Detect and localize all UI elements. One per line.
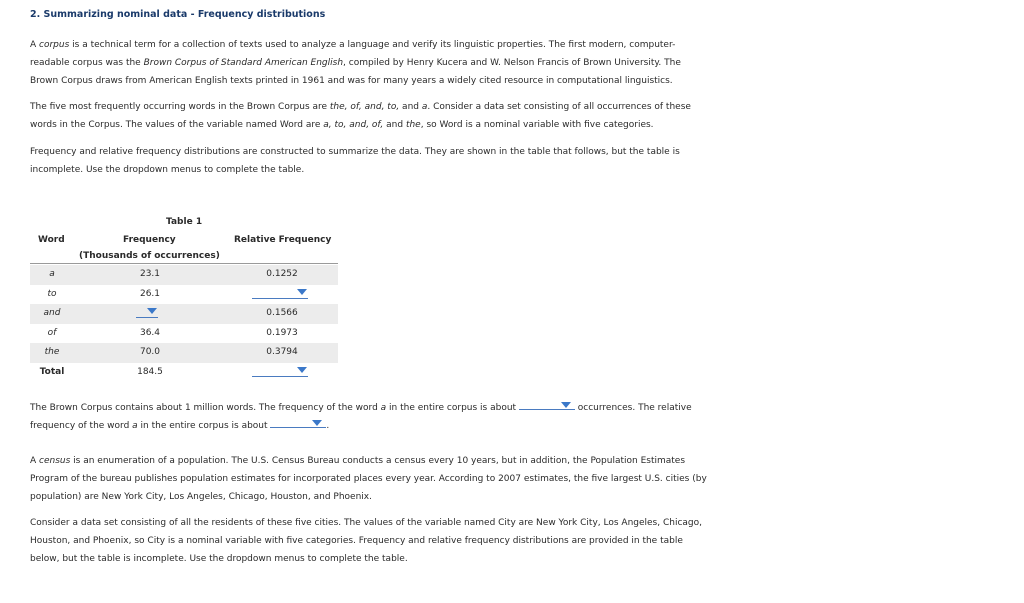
table-row-total — [30, 363, 338, 383]
cell-word: to — [47, 288, 57, 299]
cell-word: a — [49, 269, 55, 279]
table-row — [30, 343, 338, 363]
cell-relative-frequency: 0.1566 — [266, 308, 298, 318]
column-header-word: Word — [38, 235, 65, 245]
dropdown-caret-icon — [561, 402, 571, 408]
table-row — [30, 285, 338, 305]
paragraph-corpus-frequency: The Brown Corpus contains about 1 million words. The frequency of the word a in the entire corpus is about occurrences. The relative frequency of the word a in the entire corpus is about . — [30, 399, 710, 435]
table-caption: Table 1 — [166, 217, 203, 227]
relative-frequency-to-dropdown[interactable] — [252, 288, 308, 299]
cell-word: and — [43, 308, 61, 318]
question-heading: 2. Summarizing nominal data - Frequency distributions — [30, 9, 326, 20]
cell-relative-frequency: 0.3794 — [266, 347, 298, 357]
frequency-a-occurrences-dropdown[interactable] — [519, 400, 575, 410]
cell-frequency: 70.0 — [139, 347, 161, 357]
column-header-frequency-unit: (Thousands of occurrences) — [79, 251, 220, 261]
cell-word: Total — [39, 366, 65, 377]
cell-relative-frequency: 0.1252 — [266, 269, 298, 279]
table-row — [30, 324, 338, 344]
cell-word: of — [47, 327, 57, 338]
dropdown-caret-icon — [312, 420, 322, 426]
paragraph-instructions: Frequency and relative frequency distributions are constructed to summarize the data. They are shown in the table that follows, but the table is incomplete. Use the dropdown menus to complete the table. — [30, 147, 680, 175]
frequency-table — [30, 214, 340, 384]
relative-frequency-a-dropdown[interactable] — [270, 418, 326, 428]
column-header-relative-frequency: Relative Frequency — [234, 235, 332, 245]
cell-frequency: 184.5 — [137, 366, 163, 377]
relative-frequency-total-dropdown[interactable] — [252, 366, 308, 377]
dropdown-caret-icon — [147, 308, 157, 314]
cell-frequency: 36.4 — [139, 327, 161, 338]
paragraph-corpus: A corpus is a technical term for a collection of texts used to analyze a language and verify its linguistic properties. The first modern, computer-readable corpus was the Brown Corpus of Standard American English, compiled by Henry Kucera and W. Nelson Francis of Brown University. The Brown Corpus draws from American English texts printed in 1961 and was for many years a widely cited resource in computational linguistics. — [30, 40, 681, 86]
cell-relative-frequency: 0.1973 — [266, 327, 298, 338]
table-body — [30, 265, 338, 382]
table-row — [30, 304, 338, 324]
paragraph-cities: Consider a data set consisting of all the residents of these five cities. The values of the variable named City are New York City, Los Angeles, Chicago, Houston, and Phoenix, so City is a nominal variable with five categories. Frequency and relative frequency distributions are provided in the table below, but the table is incomplete. Use the dropdown menus to complete the table. — [30, 518, 702, 564]
paragraph-five-words: The five most frequently occurring words in the Brown Corpus are the, of, and, to, and a. Consider a data set consisting of all occurrences of these words in the Corpus. The values of the variable named Word are a, to, and, of, and the, so Word is a nominal variable with five categories. — [30, 102, 691, 130]
column-header-frequency: Frequency — [123, 235, 176, 245]
cell-frequency: 23.1 — [139, 269, 161, 279]
table-row — [30, 265, 338, 285]
cell-frequency: 26.1 — [139, 288, 161, 299]
dropdown-caret-icon — [297, 289, 307, 295]
paragraph-census: A census is an enumeration of a population. The U.S. Census Bureau conducts a census every 10 years, but in addition, the Population Estimates Program of the bureau publishes population estimates for incorporated places every year. According to 2007 estimates, the five largest U.S. cities (by population) are New York City, Los Angeles, Chicago, Houston, and Phoenix. — [30, 456, 707, 502]
cell-word: the — [44, 347, 60, 357]
dropdown-caret-icon — [297, 367, 307, 373]
header-divider — [30, 263, 338, 264]
frequency-and-dropdown[interactable] — [136, 307, 158, 318]
